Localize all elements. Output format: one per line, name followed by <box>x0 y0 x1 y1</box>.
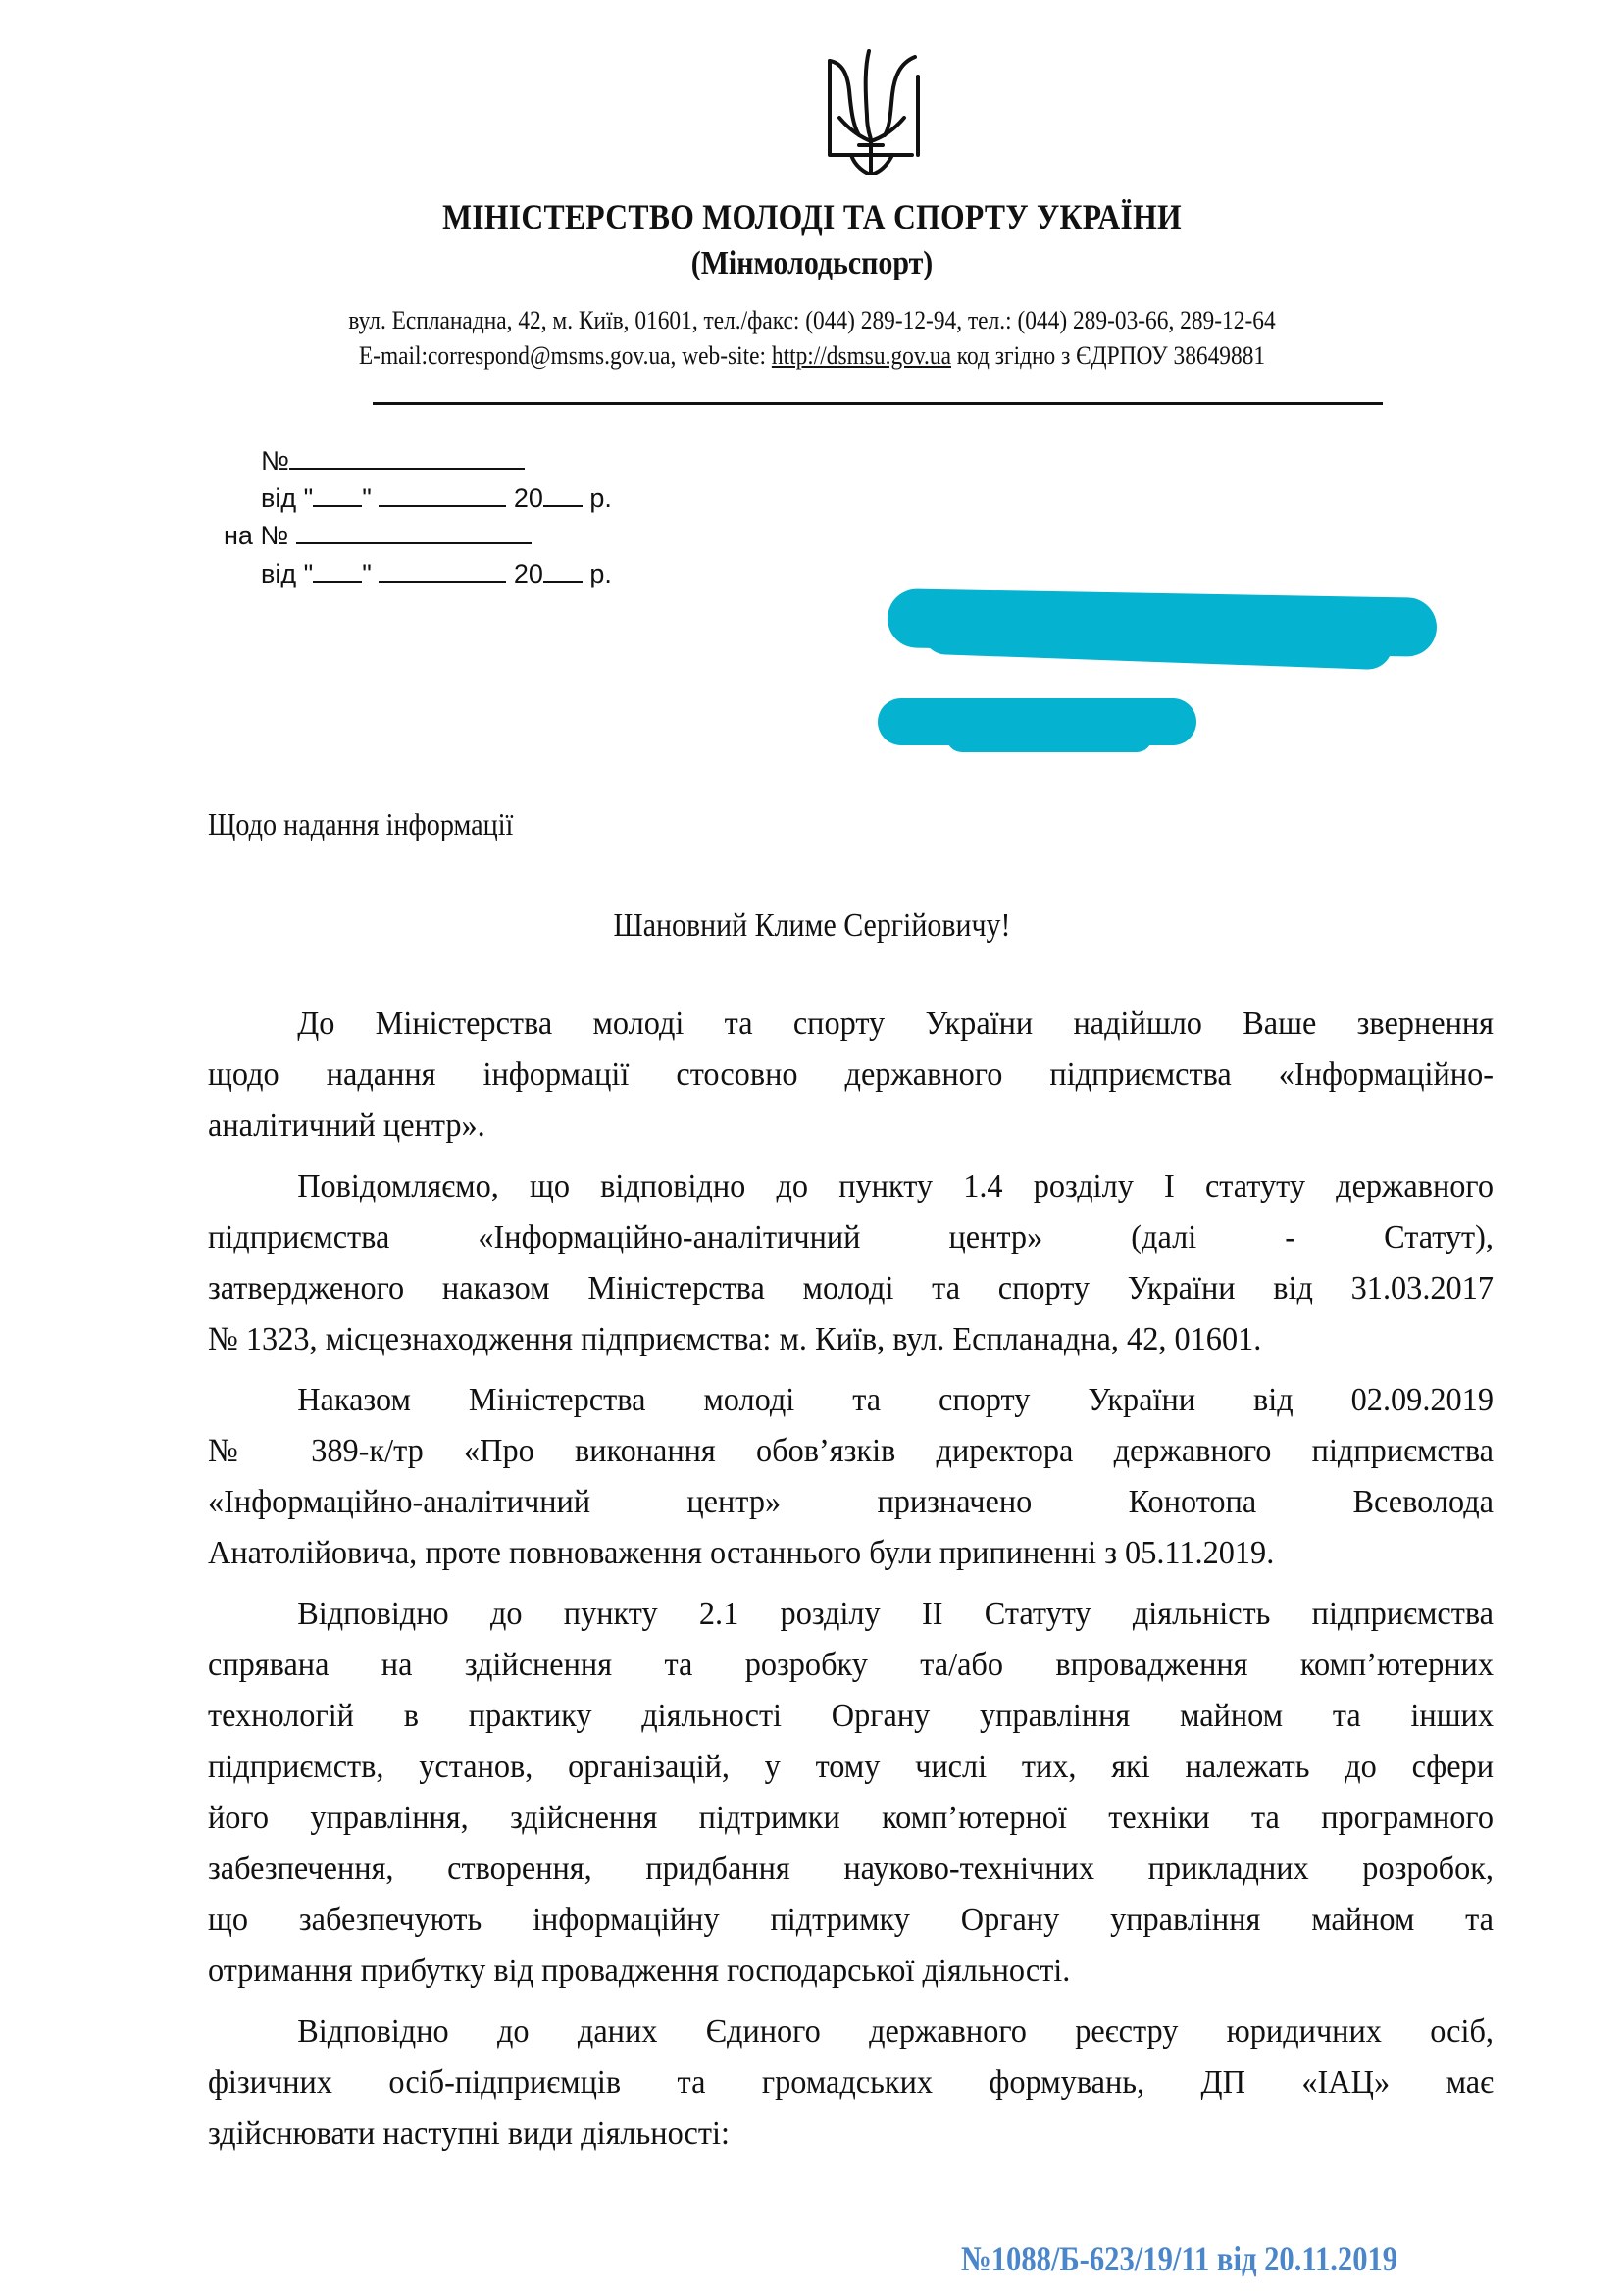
paragraph-line: Відповідно до пункту 2.1 розділу ІІ Статуту діяльність підприємства <box>297 1596 1495 1632</box>
number-label: № <box>261 446 289 476</box>
paragraph-line: що забезпечують інформаційну підтримку Органу управління майном та <box>208 1902 1494 1938</box>
letter-body <box>208 998 1494 2164</box>
quote-close: " <box>362 484 372 513</box>
paragraph-line: аналітичний центр». <box>208 1107 485 1144</box>
reply-label: на № <box>224 521 289 550</box>
recipient-redaction <box>946 721 1152 752</box>
paragraph-line: здійснювати наступні види діяльності: <box>208 2116 730 2152</box>
salutation: Шановний Климе Сергійовичу! <box>613 907 1011 943</box>
paragraph-line: Відповідно до даних Єдиного державного реєстру юридичних осіб, <box>297 2014 1495 2050</box>
paragraph-line: технологій в практику діяльності Органу управління майном та інших <box>208 1698 1494 1734</box>
edrpou-code: код згідно з ЄДРПОУ 38649881 <box>950 341 1266 370</box>
quote-close: " <box>362 559 372 588</box>
paragraph-line: щодо надання інформації стосовно державного підприємства «Інформаційно- <box>208 1056 1494 1093</box>
paragraph-line: До Міністерства молоді та спорту України надійшло Ваше звернення <box>297 1005 1495 1042</box>
number-blank <box>289 446 525 470</box>
paragraph-line: підприємств, установ, організацій, у тому числі тих, які належать до сфери <box>208 1749 1494 1785</box>
paragraph-line: отримання прибутку від провадження господарської діяльності. <box>208 1953 1071 1989</box>
paragraph-line: його управління, здійснення підтримки комп’ютерної техніки та програмного <box>208 1800 1494 1836</box>
outgoing-date-field <box>261 484 612 514</box>
paragraph-line: № 1323, місцезнаходження підприємства: м. Київ, вул. Еспланадна, 42, 01601. <box>208 1321 1262 1357</box>
year-prefix: 20 <box>513 484 543 513</box>
organization-short-name: (Мінмолодьспорт) <box>690 245 934 281</box>
month-blank <box>379 484 506 507</box>
email-text: E-mail:correspond@msms.gov.ua, web-site: <box>358 341 772 370</box>
year-blank <box>543 484 583 507</box>
body-paragraph <box>208 998 1494 1151</box>
month-blank <box>379 559 506 583</box>
website-link[interactable]: http://dsmsu.gov.ua <box>771 341 951 370</box>
paragraph-line: підприємства «Інформаційно-аналітичний центр» (далі - Статут), <box>208 1219 1494 1255</box>
body-paragraph <box>208 1589 1494 1997</box>
header-divider <box>373 402 1383 405</box>
paragraph-line: «Інформаційно-аналітичний центр» призначено Конотопа Всеволода <box>208 1484 1494 1520</box>
paragraph-line: фізичних осіб-підприємців та громадських формувань, ДП «ІАЦ» має <box>208 2065 1494 2101</box>
date-label: від <box>261 559 297 588</box>
reply-date-field <box>261 559 612 589</box>
body-paragraph <box>208 2007 1494 2160</box>
contact-email-line <box>81 341 1543 371</box>
letter-subject: Щодо надання інформації <box>208 806 514 841</box>
paragraph-line: забезпечення, створення, придбання науково-технічних прикладних розробок, <box>208 1851 1494 1887</box>
paragraph-line: Анатолійовича, проте повноваження останнього були припиненні з 05.11.2019. <box>208 1535 1275 1571</box>
body-paragraph <box>208 1375 1494 1579</box>
incoming-registration-stamp: №1088/Б-623/19/11 від 20.11.2019 <box>961 2239 1398 2278</box>
year-suffix: р. <box>589 559 612 588</box>
year-prefix: 20 <box>513 559 543 588</box>
date-label: від <box>261 484 297 513</box>
trident-coat-of-arms-icon <box>822 47 930 175</box>
reply-number-blank <box>296 521 532 544</box>
organization-name: МІНІСТЕРСТВО МОЛОДІ ТА СПОРТУ УКРАЇНИ <box>442 197 1182 236</box>
reply-number-field <box>224 521 532 551</box>
paragraph-line: № 389-к/тр «Про виконання обов’язків директора державного підприємства <box>208 1433 1494 1469</box>
year-blank <box>543 559 583 583</box>
quote-open: " <box>303 484 314 513</box>
paragraph-line: спрявана на здійснення та розробку та/або впровадження комп’ютерних <box>208 1647 1494 1683</box>
contact-address-line: вул. Еспланадна, 42, м. Київ, 01601, тел./факс: (044) 289-12-94, тел.: (044) 289-03-66, 289-12-64 <box>348 306 1276 334</box>
day-blank <box>313 484 362 507</box>
year-suffix: р. <box>589 484 612 513</box>
paragraph-line: Наказом Міністерства молоді та спорту України від 02.09.2019 <box>297 1382 1495 1418</box>
paragraph-line: затвердженого наказом Міністерства молоді та спорту України від 31.03.2017 <box>208 1270 1494 1306</box>
quote-open: " <box>303 559 314 588</box>
body-paragraph <box>208 1161 1494 1365</box>
day-blank <box>313 559 362 583</box>
outgoing-number-field <box>261 446 525 477</box>
paragraph-line: Повідомляємо, що відповідно до пункту 1.4 розділу І статуту державного <box>297 1168 1495 1204</box>
